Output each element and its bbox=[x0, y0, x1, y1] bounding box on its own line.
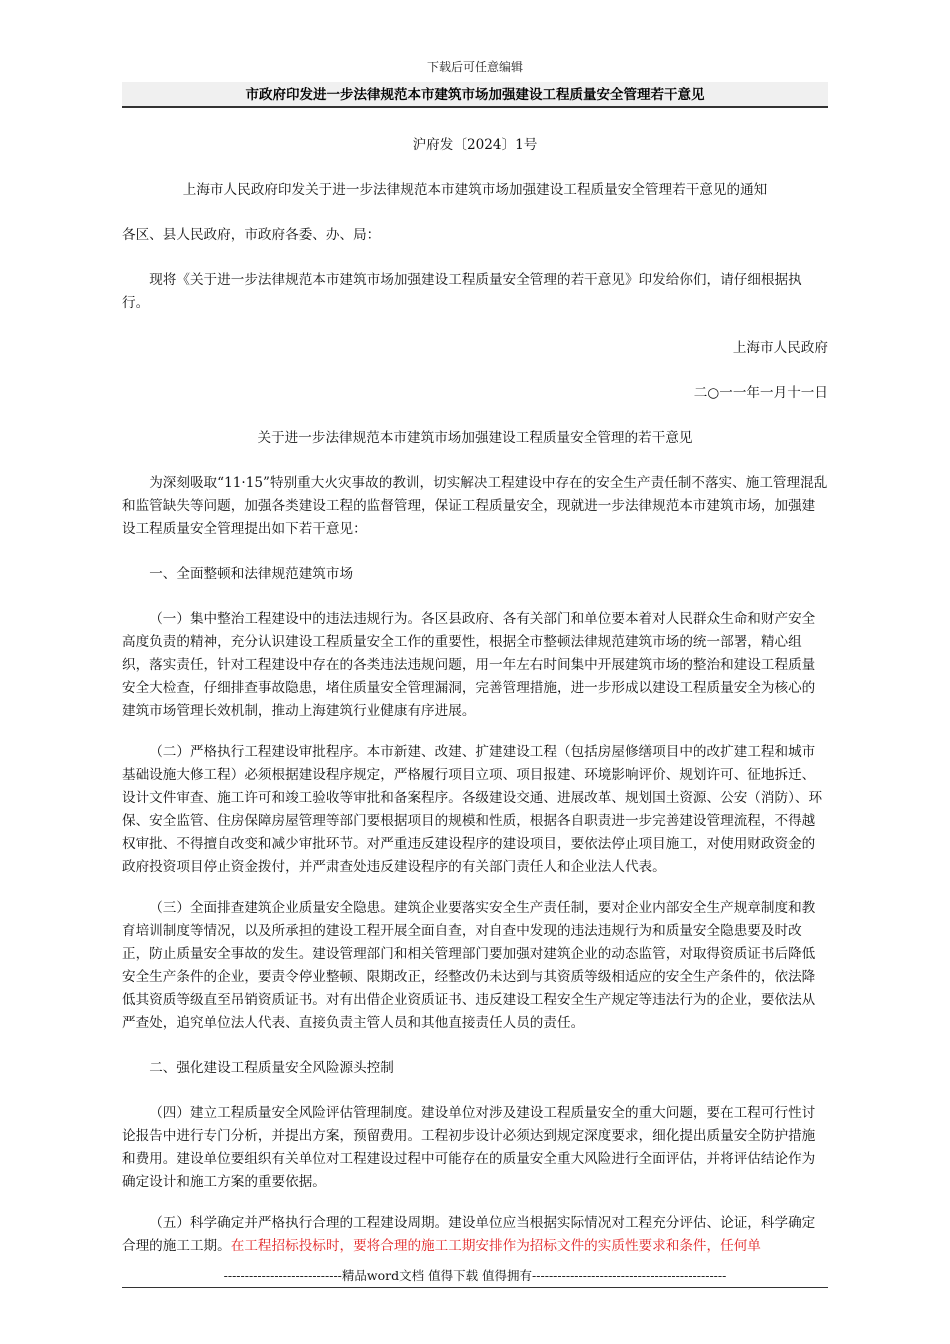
document-body bbox=[122, 134, 828, 1258]
opinion-title: 关于进一步法律规范本市建筑市场加强建设工程质量安全管理的若干意见 bbox=[257, 430, 693, 446]
doc-number: 沪府发〔2024〕1号 bbox=[412, 137, 538, 153]
preamble-paragraph: 为深刻吸取“11·15”特别重大火灾事故的教训，切实解决工程建设中存在的安全生产责任制不落实、施工管理混乱和监管缺失等问题，加强各类建设工程的监督管理，保证工程质量安全，现就进一步法律规范本市建筑市场，加强建设工程质量安全管理提出如下若干意见： bbox=[122, 475, 828, 537]
section-heading-2: 二、强化建设工程质量安全风险源头控制 bbox=[149, 1060, 394, 1076]
item-5-highlight: 在工程招标投标时，要将合理的施工工期安排作为招标文件的实质性要求和条件，任何单 bbox=[230, 1238, 761, 1254]
header-note: 下载后可任意编辑 bbox=[426, 60, 523, 74]
footer bbox=[122, 1266, 828, 1288]
signatory: 上海市人民政府 bbox=[732, 340, 828, 356]
item-paragraph-2: （二）严格执行工程建设审批程序。本市新建、改建、扩建建设工程（包括房屋修缮项目中的改扩建工程和城市基础设施大修工程）必须根据建设程序规定，严格履行项目立项、项目报建、环境影响评价、规划许可、征地拆迁、设计文件审查、施工许可和竣工验收等审批和备案程序。各级建设交通、进展改革、规划国土资源、公安（消防）、环保、安全监管、住房保障房屋管理等部门要根据项目的规模和性质，根据各自职责进一步完善建设管理流程，不得越权审批、不得擅自改变和减少审批环节。对严重违反建设程序的建设项目，要依法停止项目施工，对使用财政资金的政府投资项目停止资金拨付，并严肃查处违反建设程序的有关部门责任人和企业法人代表。 bbox=[122, 744, 823, 875]
footer-text: ----------------------------精品word文档 值得下载 值得拥有---------------------------------------------- bbox=[223, 1268, 727, 1283]
section-heading-1: 一、全面整顿和法律规范建筑市场 bbox=[149, 566, 354, 582]
item-paragraph-4: （四）建立工程质量安全风险评估管理制度。建设单位对涉及建设工程质量安全的重大问题，要在工程可行性讨论报告中进行专门分析，并提出方案，预留费用。工程初步设计必须达到规定深度要求，细化提出质量安全防护措施和费用。建设单位要组织有关单位对工程建设过程中可能存在的质量安全重大风险进行全面评估，并将评估结论作为确定设计和施工方案的重要依据。 bbox=[122, 1105, 816, 1190]
addressees: 各区、县人民政府，市政府各委、办、局： bbox=[122, 227, 381, 243]
title-bar bbox=[122, 82, 828, 108]
document-title: 市政府印发进一步法律规范本市建筑市场加强建设工程质量安全管理若干意见 bbox=[245, 87, 705, 103]
issue-date: 二○一一年一月十一日 bbox=[693, 385, 828, 401]
notice-title: 上海市人民政府印发关于进一步法律规范本市建筑市场加强建设工程质量安全管理若干意见的通知 bbox=[182, 182, 768, 198]
document-page bbox=[122, 0, 828, 1344]
item-paragraph-5 bbox=[122, 1212, 828, 1258]
intro-paragraph: 现将《关于进一步法律规范本市建筑市场加强建设工程质量安全管理的若干意见》印发给你们，请仔细根据执行。 bbox=[122, 272, 802, 311]
item-paragraph-1: （一）集中整治工程建设中的违法违规行为。各区县政府、各有关部门和单位要本着对人民群众生命和财产安全高度负责的精神，充分认识建设工程质量安全工作的重要性，根据全市整顿法律规范建筑市场的统一部署，精心组织，落实责任，针对工程建设中存在的各类违法违规问题，用一年左右时间集中开展建筑市场的整治和建设工程质量安全大检查，仔细排查事故隐患，堵住质量安全管理漏洞，完善管理措施，进一步形成以建设工程质量安全为核心的建筑市场管理长效机制，推动上海建筑行业健康有序进展。 bbox=[122, 611, 816, 719]
item-5-text: （五）科学确定并严格执行合理的工程建设周期。建设单位应当根据实际情况对工程充分评估、论证，科学确定合理的施工工期。 bbox=[122, 1215, 816, 1254]
item-paragraph-3: （三）全面排查建筑企业质量安全隐患。建筑企业要落实安全生产责任制，要对企业内部安全生产规章制度和教育培训制度等情况，以及所承担的建设工程开展全面自查，对自查中发现的违法违规行为和质量安全隐患要及时改正，防止质量安全事故的发生。建设管理部门和相关管理部门要加强对建筑企业的动态监管，对取得资质证书后降低安全生产条件的企业，要责令停业整顿、限期改正，经整改仍未达到与其资质等级相适应的安全生产条件的，依法降低其资质等级直至吊销资质证书。对有出借企业资质证书、违反建设工程安全生产规定等违法行为的企业，要依法从严查处，追究单位法人代表、直接负责主管人员和其他直接责任人员的责任。 bbox=[122, 900, 816, 1031]
